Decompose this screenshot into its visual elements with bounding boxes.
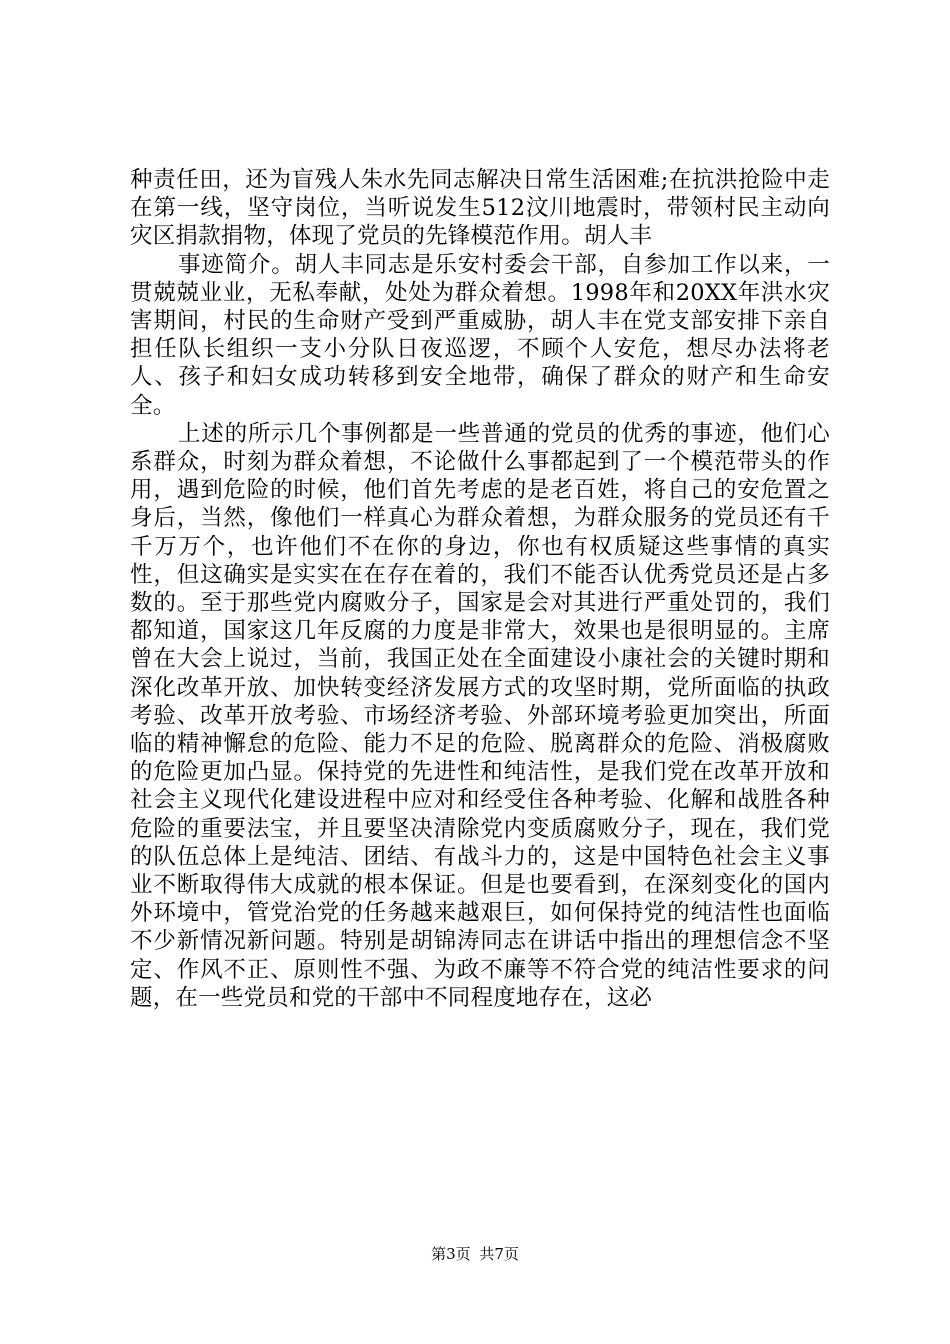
body-text bbox=[130, 166, 830, 1012]
paragraph-continuation: 种责任田，还为盲残人朱水先同志解决日常生活困难;在抗洪抢险中走在第一线，坚守岗位，当听说发生512汶川地震时，带领村民主动向灾区捐款捐物，体现了党员的先锋模范作用。胡人丰 bbox=[130, 167, 830, 250]
paragraph-hu-renfeng: 事迹简介。胡人丰同志是乐安村委会干部，自参加工作以来，一贯兢兢业业，无私奉献，处处为群众着想。1998年和20XX年洪水灾害期间，村民的生命财产受到严重威胁，胡人丰在党支部安排下亲自担任队长组织一支小分队日夜巡逻，不顾个人安危，想尽办法将老人、孩子和妇女成功转移到安全地带，确保了群众的财产和生命安全。 bbox=[130, 251, 830, 419]
page-number-footer: 第3页 共7页 bbox=[431, 1245, 519, 1263]
paragraph-summary: 上述的所示几个事例都是一些普通的党员的优秀的事迹，他们心系群众，时刻为群众着想，不论做什么事都起到了一个模范带头的作用，遇到危险的时候，他们首先考虑的是老百姓，将自己的安危置之身后，当然，像他们一样真心为群众着想，为群众服务的党员还有千千万万个，也许他们不在你的身边，你也有权质疑这些事情的真实性，但这确实是实实在在存在着的，我们不能否认优秀党员还是占多数的。至于那些党内腐败分子，国家是会对其进行严重处罚的，我们都知道，国家这几年反腐的力度是非常大，效果也是很明显的。主席曾在大会上说过，当前，我国正处在全面建设小康社会的关键时期和深化改革开放、加快转变经济发展方式的攻坚时期，党所面临的执政考验、改革开放考验、市场经济考验、外部环境考验更加突出，所面临的精神懈怠的危险、能力不足的危险、脱离群众的危险、消极腐败的危险更加凸显。保持党的先进性和纯洁性，是我们党在改革开放和社会主义现代化建设进程中应对和经受住各种考验、化解和战胜各种危险的重要法宝，并且要坚决清除党内变质腐败分子，现在，我们党的队伍总体上是纯洁、团结、有战斗力的，这是中国特色社会主义事业不断取得伟大成就的根本保证。但是也要看到，在深刻变化的国内外环境中，管党治党的任务越来越艰巨，如何保持党的纯洁性也面临不少新情况新问题。特别是胡锦涛同志在讲话中指出的理想信念不坚定、作风不正、原则性不强、为政不廉等不符合党的纯洁性要求的问题，在一些党员和党的干部中不同程度地存在，这必 bbox=[130, 420, 830, 1011]
